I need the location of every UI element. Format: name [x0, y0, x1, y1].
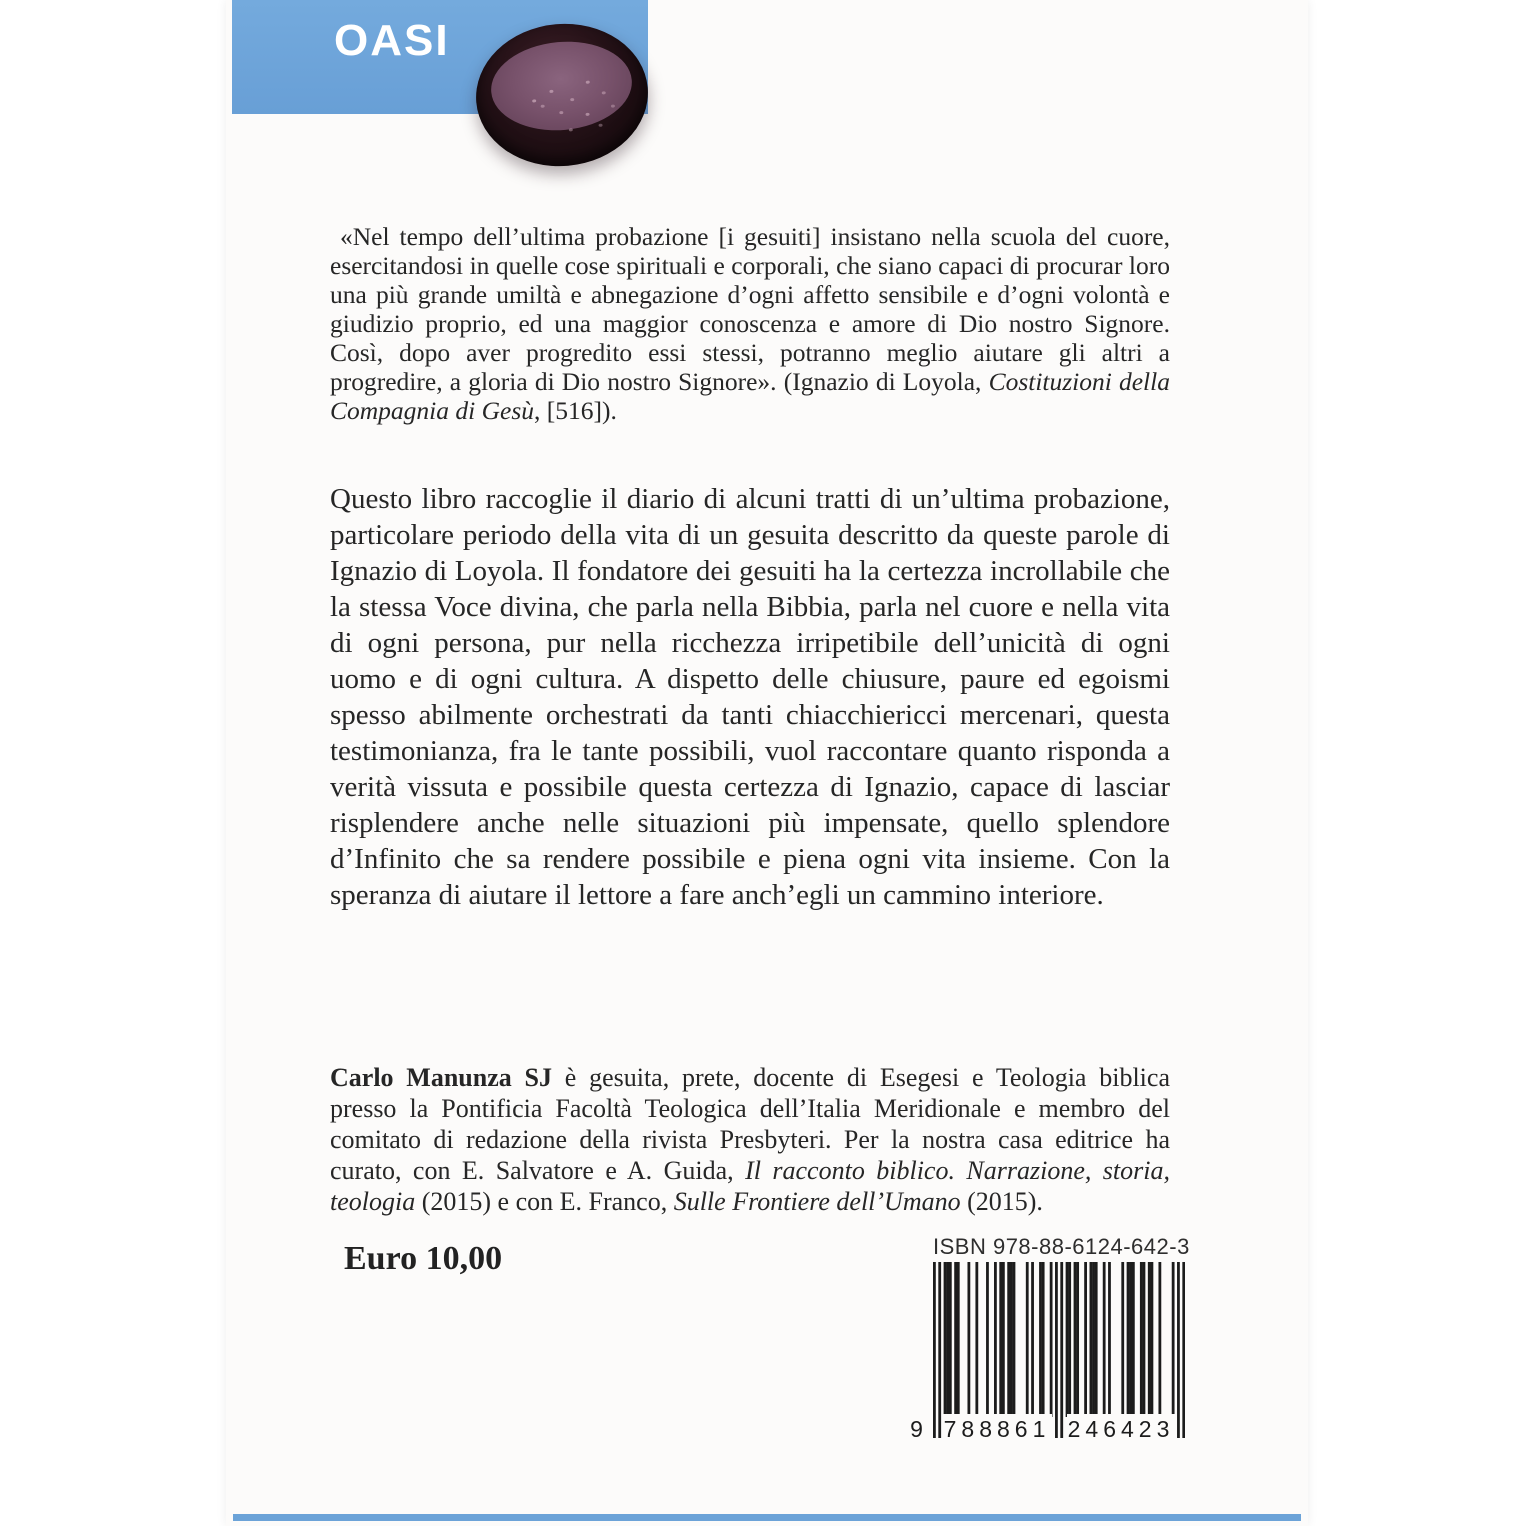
author-book-title-2: Sulle Frontiere dell’Umano	[673, 1187, 961, 1216]
quote-text: «Nel tempo dell’ultima probazione [i gesuiti] insistano nella scuola del cuore, esercitandosi in quelle cose spirituali e corporali, che siano capaci di procurar loro una più grande umiltà e abnegazione d’ogni affetto sensibile e d’ogni volontà e giudizio proprio, ed una maggior conoscenza e amore di Dio nostro Signore. Così, dopo aver progredito essi stessi, potranno meglio aiutare gli altri a progredire, a gloria di Dio nostro Signore». (Ignazio di Loyola,	[330, 221, 1170, 396]
author-bio-text-1: è gesuita, prete, docente di Esegesi e Teologia biblica presso la Pontificia Facoltà Teologica dell’Italia Meridionale e membro del comitato di redazione della rivista Presbyteri. Per la nostra casa editrice ha curato, con E. Salvatore e A. Guida,	[330, 1063, 1170, 1185]
quote-source-title: Costituzioni della Compagnia di Gesù	[330, 366, 1170, 425]
quote-source-suffix: , [516]).	[534, 395, 617, 425]
barcode-digit-group: 788861	[943, 1416, 1051, 1442]
series-title: OASI	[334, 16, 450, 65]
author-book-title-1: Il racconto biblico. Narrazione, storia, teologia	[330, 1156, 1170, 1216]
author-bio-text-2: (2015) e con E. Franco,	[415, 1187, 674, 1216]
book-back-cover	[226, 0, 1308, 1526]
bowl-speckles	[533, 100, 537, 103]
author-bio-text-3: (2015).	[960, 1187, 1043, 1216]
barcode-digit-group: 9	[910, 1416, 928, 1442]
ean13-barcode	[910, 1262, 1185, 1448]
bowl-photo-icon	[476, 24, 648, 166]
author-name: Carlo Manunza SJ	[330, 1063, 552, 1092]
cover-bottom-stripe	[233, 1514, 1301, 1521]
barcode-digit-group: 246423	[1067, 1416, 1175, 1442]
isbn-label: ISBN 978-88-6124-642-3	[933, 1234, 1190, 1259]
price-label: Euro 10,00	[344, 1240, 503, 1277]
description-paragraph: Questo libro raccoglie il diario di alcuni tratti di un’ultima probazione, particolare periodo della vita di un gesuita descritto da queste parole di Ignazio di Loyola. Il fondatore dei gesuiti ha la certezza incrollabile che la stessa Voce divina, che parla nella Bibbia, parla nel cuore e nella vita di ogni persona, pur nella ricchezza irripetibile dell’unicità di ogni uomo e di ogni cultura. A dispetto delle chiusure, paure ed egoismi spesso abilmente orchestrati da tanti chiacchiericci mercenari, questa testimonianza, fra le tante possibili, vuol raccontare quanto risponda a verità vissuta e possibile questa certezza di Ignazio, capace di lasciar risplendere anche nelle situazioni più impensate, quello splendore d’Infinito che sa rendere possibile e piena ogni vita insieme. Con la speranza di aiutare il lettore a fare anch’egli un cammino interiore.	[330, 483, 1170, 911]
quote-paragraph	[330, 222, 1170, 425]
author-bio	[330, 1062, 1170, 1217]
